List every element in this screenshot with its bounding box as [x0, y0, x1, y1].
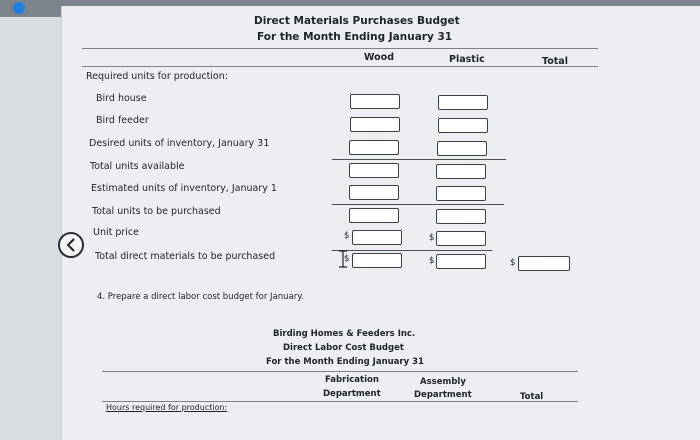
- input-plastic-total-direct-materials[interactable]: [436, 254, 486, 269]
- input-wood-desired-inventory[interactable]: [349, 140, 399, 155]
- budget-title: Direct Materials Purchases Budget: [254, 15, 460, 27]
- column-header-total: Total: [542, 56, 568, 67]
- status-dot-icon: [13, 2, 25, 14]
- row-label-hours-required: Hours required for production:: [106, 403, 228, 412]
- row-label-total-direct-materials: Total direct materials to be purchased: [95, 251, 276, 262]
- sum-line-total-available: [332, 159, 506, 160]
- left-margin: [0, 17, 62, 440]
- labor-budget-company: Birding Homes & Feeders Inc.: [273, 329, 416, 339]
- labor-column-fabrication: Fabrication: [325, 375, 379, 385]
- column-header-plastic: Plastic: [449, 54, 485, 65]
- header-divider-top: [82, 48, 598, 49]
- input-wood-total-purchased[interactable]: [349, 208, 399, 223]
- row-label-estimated-inventory: Estimated units of inventory, January 1: [91, 183, 277, 194]
- labor-column-total: Total: [520, 392, 544, 402]
- question-4: 4. Prepare a direct labor cost budget for January.: [97, 292, 304, 302]
- input-wood-total-available[interactable]: [349, 163, 399, 178]
- row-label-bird-feeder: Bird feeder: [96, 115, 149, 126]
- input-plastic-unit-price[interactable]: [436, 231, 486, 246]
- input-plastic-total-available[interactable]: [436, 164, 486, 179]
- labor-column-assembly: Assembly: [420, 377, 466, 387]
- dollar-sign-plastic-price: $: [429, 233, 435, 243]
- dollar-sign-wood-total: $: [344, 254, 350, 264]
- dollar-sign-plastic-total: $: [429, 256, 435, 266]
- row-label-desired-inventory: Desired units of inventory, January 31: [89, 138, 270, 149]
- input-wood-bird-house[interactable]: [350, 94, 400, 109]
- row-label-required-units: Required units for production:: [86, 71, 228, 82]
- input-plastic-total-purchased[interactable]: [436, 209, 486, 224]
- input-wood-unit-price[interactable]: [352, 230, 402, 245]
- input-wood-estimated-inventory[interactable]: [349, 185, 399, 200]
- labor-budget-title: Direct Labor Cost Budget: [283, 343, 404, 353]
- labor-column-fabrication-dept: Department: [323, 389, 381, 399]
- input-plastic-bird-house[interactable]: [438, 95, 488, 110]
- input-plastic-bird-feeder[interactable]: [438, 118, 488, 133]
- row-label-total-purchased: Total units to be purchased: [92, 206, 221, 217]
- budget-period: For the Month Ending January 31: [257, 31, 453, 43]
- input-wood-total-direct-materials[interactable]: [352, 253, 402, 268]
- chevron-left-icon: [65, 238, 77, 252]
- labor-budget-period: For the Month Ending January 31: [266, 357, 424, 367]
- back-button[interactable]: [58, 232, 84, 258]
- row-label-bird-house: Bird house: [96, 93, 147, 104]
- column-header-wood: Wood: [364, 52, 394, 63]
- row-label-unit-price: Unit price: [93, 227, 140, 238]
- row-label-total-available: Total units available: [90, 161, 185, 172]
- sum-line-total-purchased: [332, 204, 504, 205]
- text-cursor-icon: [337, 250, 349, 268]
- sum-line-total-materials: [332, 250, 492, 251]
- labor-column-assembly-dept: Department: [414, 390, 472, 400]
- header-divider-bottom: [82, 66, 598, 67]
- dollar-sign-grand-total: $: [510, 258, 516, 268]
- input-total-direct-materials[interactable]: [518, 256, 570, 271]
- input-plastic-estimated-inventory[interactable]: [436, 186, 486, 201]
- input-wood-bird-feeder[interactable]: [350, 117, 400, 132]
- dollar-sign-wood-price: $: [344, 231, 350, 241]
- labor-header-divider-bottom: [102, 401, 578, 402]
- input-plastic-desired-inventory[interactable]: [437, 141, 487, 156]
- labor-header-divider-top: [102, 371, 578, 372]
